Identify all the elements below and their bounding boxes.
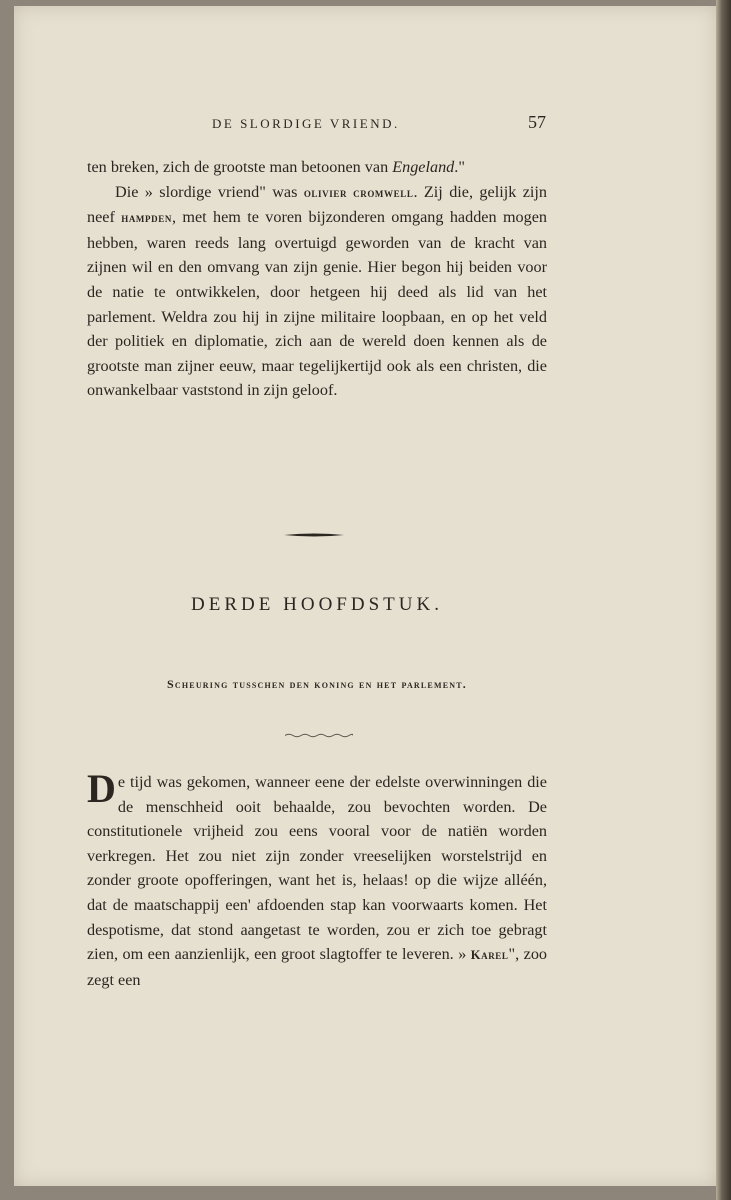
chapter-subtitle: Scheuring tusschen den koning en het parlement. xyxy=(167,677,467,691)
continued-paragraph xyxy=(87,155,547,180)
name-karel: Karel xyxy=(470,948,509,963)
para3-text-2: ", zoo zegt een xyxy=(87,945,547,989)
drop-cap: D xyxy=(87,766,116,811)
book-edge xyxy=(716,0,731,1200)
cromwell-paragraph xyxy=(87,180,547,403)
body-text-chapter xyxy=(87,766,547,992)
running-head: DE SLORDIGE VRIEND. xyxy=(212,116,400,131)
name-cromwell: olivier cromwell xyxy=(303,185,414,200)
continued-text-end: ." xyxy=(454,158,465,176)
body-text-top xyxy=(87,155,547,403)
para2-text-2: . Zij die, gelijk zijn neef xyxy=(87,182,547,227)
para2-text-1: Die » slordige vriend" was xyxy=(115,182,304,201)
chapter-opening-paragraph xyxy=(87,766,547,992)
wavy-rule-ornament xyxy=(285,733,353,738)
section-ornament xyxy=(284,532,344,538)
continued-italic: Engeland xyxy=(392,158,455,176)
page-number: 57 xyxy=(528,112,546,132)
para2-text-3: , met hem te voren bijzonderen omgang hadden mogen hebben, waren reeds lang overtuigd geworden van de kracht van zijnen wil en den omvang van zijn genie. Hier begon hij beiden voor de natie te ontwikkelen, door hetgeen hij deed als lid van het parlement. Weldra zou hij in zijne militaire loopbaan, en op het veld der politiek en diplomatie, zich aan de wereld doen kennen als de grootste man zijner eeuw, maar tegelijkertijd ook als een christen, die onwankelbaar vaststond in zijn geloof. xyxy=(87,208,547,400)
continued-text: ten breken, zich de grootste man betoonen van xyxy=(87,158,393,176)
chapter-title: DERDE HOOFDSTUK. xyxy=(191,594,443,615)
name-hampden: hampden xyxy=(121,211,172,226)
para3-text-1: e tijd was gekomen, wanneer eene der edelste overwinningen die de menschheid ooit behaalde, zou bevochten worden. De constitutionele vrijheid zou eens vooral voor de natiën worden verkregen. Het zou niet zijn zonder vreeselijken worstelstrijd en zonder groote opofferingen, want het is, helaas! op die wijze alléén, dat de maatschappij een' afdoenden stap kan voorwaarts komen. Het despotisme, dat stond aangetast te worden, zou er zich toe gebragt zien, om een aanzienlijk, een groot slagtoffer te leveren. » xyxy=(87,773,547,964)
